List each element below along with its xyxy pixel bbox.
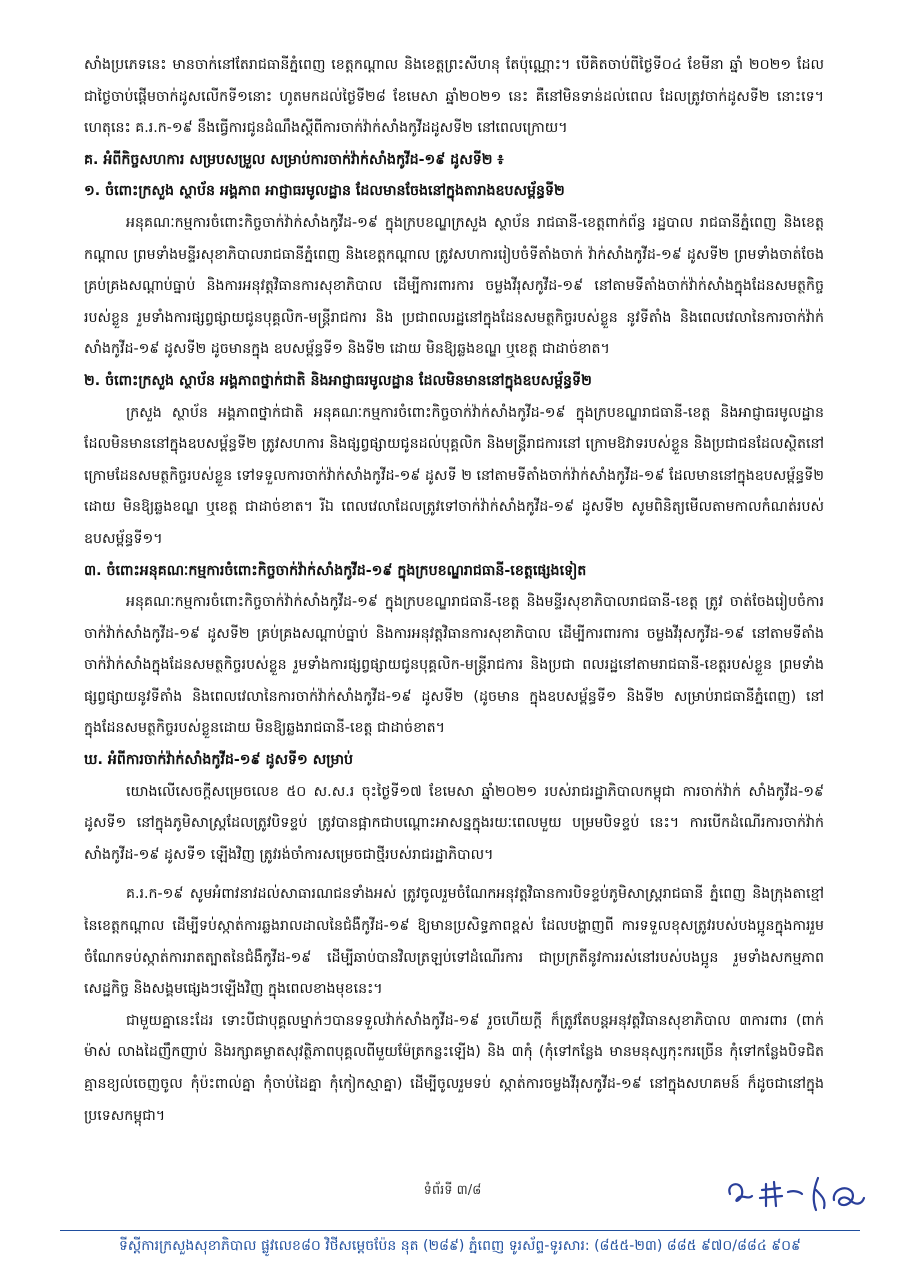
paragraph-4: យោងលើសេចក្តីសម្រេចលេខ ៥០ ស.ស.រ ចុះថ្ងៃទី១៧ ខែមេសា ឆ្នាំ២០២១ របស់រាជរដ្ឋាភិបាលកម្ពុជា ការចាក់វ៉ាក់ សាំងកូវីដ-១៩ ដូសទី១ នៅក្នុងភូមិសាស្ត្រដែលត្រូវបិទខ្ទប់ ត្រូវបានផ្អាកជាបណ្តោះអាសន្នក្នុងរយៈពេលមួយ បម្រមបិទខ្ទប់ នេះ។ ការបើកដំណើរការចាក់វ៉ាក់សាំងកូវីដ-១៩ ដូសទី១ ឡើងវិញ ត្រូវរង់ចាំការសម្រេចជាថ្មីរបស់រាជរដ្ឋាភិបាល។ bbox=[84, 783, 824, 863]
section-heading-ko: គ. អំពីកិច្ចសហការ សម្របសម្រួល សម្រាប់ការចាក់វ៉ាក់សាំងកូវីដ-១៩ ដូសទី២ ៖ bbox=[84, 151, 504, 168]
intro-paragraph: សាំងប្រភេទនេះ មានចាក់នៅតែរាជធានីភ្នំពេញ ខេត្តកណ្តាល និងខេត្តព្រះសីហនុ តែប៉ុណ្ណោះ។ បើគិតចាប់ពីថ្ងៃទី០៤ ខែមីនា ឆ្នាំ ២០២១ ដែលជាថ្ងៃចាប់ផ្តើមចាក់ដូសលើកទី១នោះ ហូតមកដល់ថ្ងៃទី២៨ ខែមេសា ឆ្នាំ២០២១ នេះ គឺនៅមិនទាន់ដល់ពេល ដែលត្រូវចាក់ដូសទី២ នោះទេ។ ហេតុនេះ គ.រ.ក-១៩ នឹងធ្វើការជូនដំណឹងស្តីពីការចាក់វ៉ាក់សាំងកូវីដដូសទី២ នៅពេលក្រោយ។ bbox=[84, 57, 824, 137]
section-heading-kho: ឃ. អំពីការចាក់វ៉ាក់សាំងកូវីដ-១៩ ដូសទី១ សម្រាប់ bbox=[84, 752, 353, 769]
subheading-2: ២. ចំពោះក្រសួង ស្ថាប័ន អង្គភាពថ្នាក់ជាតិ និងអាជ្ញាធរមូលដ្ឋាន ដែលមិនមាននៅក្នុងឧបសម្ព័ន្ធទី២ bbox=[84, 372, 592, 389]
paragraph-6: ជាមួយគ្នានេះដែរ ទោះបីជាបុគ្គលម្នាក់ៗបានទទួលវ៉ាក់សាំងកូវីដ-១៩ រួចហើយក្តី ក៏ត្រូវតែបន្តអនុវត្តវិធានសុខាភិបាល ៣ការពារ (ពាក់ម៉ាស់ លាងដៃញឹកញាប់ និងរក្សាគម្លាតសុវត្ថិភាពបុគ្គលពីមួយម៉ែត្រកន្លះឡើង) និង ៣កុំ (កុំទៅកន្លែង មានមនុស្សកុះករច្រើន កុំទៅកន្លែងបិទជិតគ្មានខ្យល់ចេញចូល កុំប៉ះពាល់គ្នា កុំចាប់ដៃគ្នា កុំកៀកស្មាគ្នា) ដើម្បីចូលរួមទប់ ស្កាត់ការចម្លងវីរុសកូវីដ-១៩ នៅក្នុងសហគមន៍ ក៏ដូចជានៅក្នុងប្រទេសកម្ពុជា។ bbox=[84, 1012, 824, 1124]
footer-divider bbox=[60, 1230, 860, 1231]
footer-address: ទីស្តីការក្រសួងសុខាភិបាល ផ្លូវលេខ៨០ វិថីសម្តេចប៉ែន នុត (២៨៩) ភ្នំពេញ ទូរស័ព្ទ-ទូរសារ: (៨៥៥-២៣) ៨៨៥ ៩៧០/៨៨៤ ៩០៩ bbox=[119, 1238, 801, 1254]
paragraph-2: ក្រសួង ស្ថាប័ន អង្គភាពថ្នាក់ជាតិ អនុគណៈកម្មការចំពោះកិច្ចចាក់វ៉ាក់សាំងកូវីដ-១៩ ក្នុងក្របខណ្ឌរាជធានី-ខេត្ត និងអាជ្ញាធរមូលដ្ឋាន ដែលមិនមាននៅក្នុងឧបសម្ព័ន្ធទី២ ត្រូវសហការ និងផ្សព្វផ្សាយជូនដល់បុគ្គលិក និងមន្ត្រីរាជការនៅ ក្រោមឱវាទរបស់ខ្លួន និងប្រជាជនដែលស្ថិតនៅក្រោមដែនសមត្ថកិច្ចរបស់ខ្លួន ទៅទទួលការចាក់វ៉ាក់សាំងកូវីដ-១៩ ដូសទី ២ នៅតាមទីតាំងចាក់វ៉ាក់សាំងកូវីដ-១៩ ដែលមាននៅក្នុងឧបសម្ព័ន្ធទី២ ដោយ មិនឱ្យឆ្លងខណ្ឌ ឬខេត្ត ជាដាច់ខាត។ រីឯ ពេលវេលាដែលត្រូវទៅចាក់វ៉ាក់សាំងកូវីដ-១៩ ដូសទី២ សូមពិនិត្យមើលតាមកាលកំណត់របស់ឧបសម្ព័ន្ធទី១។ bbox=[84, 404, 824, 547]
paragraph-3: អនុគណៈកម្មការចំពោះកិច្ចចាក់វ៉ាក់សាំងកូវីដ-១៩ ក្នុងក្របខណ្ឌរាជធានី-ខេត្ត និងមន្ទីរសុខាភិបាលរាជធានី-ខេត្ត ត្រូវ ចាត់ចែងរៀបចំការចាក់វ៉ាក់សាំងកូវីដ-១៩ ដូសទី២ គ្រប់គ្រងសណ្តាប់ធ្នាប់ និងការអនុវត្តវិធានការសុខាភិបាល ដើម្បីការពារការ ចម្លងវីរុសកូវីដ-១៩ នៅតាមទីតាំងចាក់វ៉ាក់សាំងក្នុងដែនសមត្ថកិច្ចរបស់ខ្លួន រួមទាំងការផ្សព្វផ្សាយជូនបុគ្គលិក-មន្ត្រីរាជការ និងប្រជា ពលរដ្ឋនៅតាមរាជធានី-ខេត្តរបស់ខ្លួន ព្រមទាំងផ្សព្វផ្សាយនូវទីតាំង និងពេលវេលានៃការចាក់វ៉ាក់សាំងកូវីដ-១៩ ដូសទី២ (ដូចមាន ក្នុងឧបសម្ព័ន្ធទី១ និងទី២ សម្រាប់រាជធានីភ្នំពេញ) នៅក្នុងដែនសមត្ថកិច្ចរបស់ខ្លួនដោយ មិនឱ្យឆ្លងរាជធានី-ខេត្ត ជាដាច់ខាត។ bbox=[84, 594, 824, 737]
paragraph-5: គ.រ.ក-១៩ សូមអំពាវនាវដល់សាធារណជនទាំងអស់ ត្រូវចូលរួមចំណែកអនុវត្តវិធានការបិទខ្ទប់ភូមិសាស្ត្ររាជធានី ភ្នំពេញ និងក្រុងតាខ្មៅនៃខេត្តកណ្តាល ដើម្បីទប់ស្កាត់ការឆ្លងរាលដាលនៃជំងឺកូវីដ-១៩ ឱ្យមានប្រសិទ្ធភាពខ្ពស់ ដែលបង្ហាញពី ការទទួលខុសត្រូវរបស់បងប្អូនក្នុងការរួមចំណែកទប់ស្កាត់ការរាតត្បាតនៃជំងឺកូវីដ-១៩ ដើម្បីឆាប់បានវិលត្រឡប់ទៅដំណើរការ ជាប្រក្រតីនូវការរស់នៅរបស់បងប្អូន រួមទាំងសកម្មភាពសេដ្ឋកិច្ច និងសង្គមផ្សេងៗឡើងវិញ ក្នុងពេលខាងមុខនេះ។ bbox=[84, 886, 824, 998]
paragraph-1: អនុគណៈកម្មការចំពោះកិច្ចចាក់វ៉ាក់សាំងកូវីដ-១៩ ក្នុងក្របខណ្ឌក្រសួង ស្ថាប័ន រាជធានី-ខេត្តពាក់ព័ន្ធ រដ្ឋបាល រាជធានីភ្នំពេញ និងខេត្តកណ្តាល ព្រមទាំងមន្ទីរសុខាភិបាលរាជធានីភ្នំពេញ និងខេត្តកណ្តាល ត្រូវសហការរៀបចំទីតាំងចាក់ វ៉ាក់សាំងកូវីដ-១៩ ដូសទី២ ព្រមទាំងចាត់ចែងគ្រប់គ្រងសណ្តាប់ធ្នាប់ និងការអនុវត្តវិធានការសុខាភិបាល ដើម្បីការពារការ ចម្លងវីរុសកូវីដ-១៩ នៅតាមទីតាំងចាក់វ៉ាក់សាំងក្នុងដែនសមត្ថកិច្ចរបស់ខ្លួន រួមទាំងការផ្សព្វផ្សាយជូនបុគ្គលិក-មន្ត្រីរាជការ និង ប្រជាពលរដ្ឋនៅក្នុងដែនសមត្ថកិច្ចរបស់ខ្លួន នូវទីតាំង និងពេលវេលានៃការចាក់វ៉ាក់សាំងកូវីដ-១៩ ដូសទី២ ដូចមានក្នុង ឧបសម្ព័ន្ធទី១ និងទី២ ដោយ មិនឱ្យឆ្លងខណ្ឌ ឬខេត្ត ជាដាច់ខាត។ bbox=[84, 214, 824, 358]
document-body bbox=[84, 50, 824, 1132]
page-number: ទំព័រទី ៣/៨ bbox=[423, 1183, 482, 1198]
subheading-3: ៣. ចំពោះអនុគណៈកម្មការចំពោះកិច្ចចាក់វ៉ាក់សាំងកូវីដ-១៩ ក្នុងក្របខណ្ឌរាជធានី-ខេត្តផ្សេងទៀត bbox=[84, 562, 587, 579]
handwritten-initials bbox=[722, 1170, 872, 1218]
subheading-1: ១. ចំពោះក្រសួង ស្ថាប័ន អង្គភាព អាជ្ញាធរមូលដ្ឋាន ដែលមានចែងនៅក្នុងតារាងឧបសម្ព័ន្ធទី២ bbox=[84, 183, 565, 200]
